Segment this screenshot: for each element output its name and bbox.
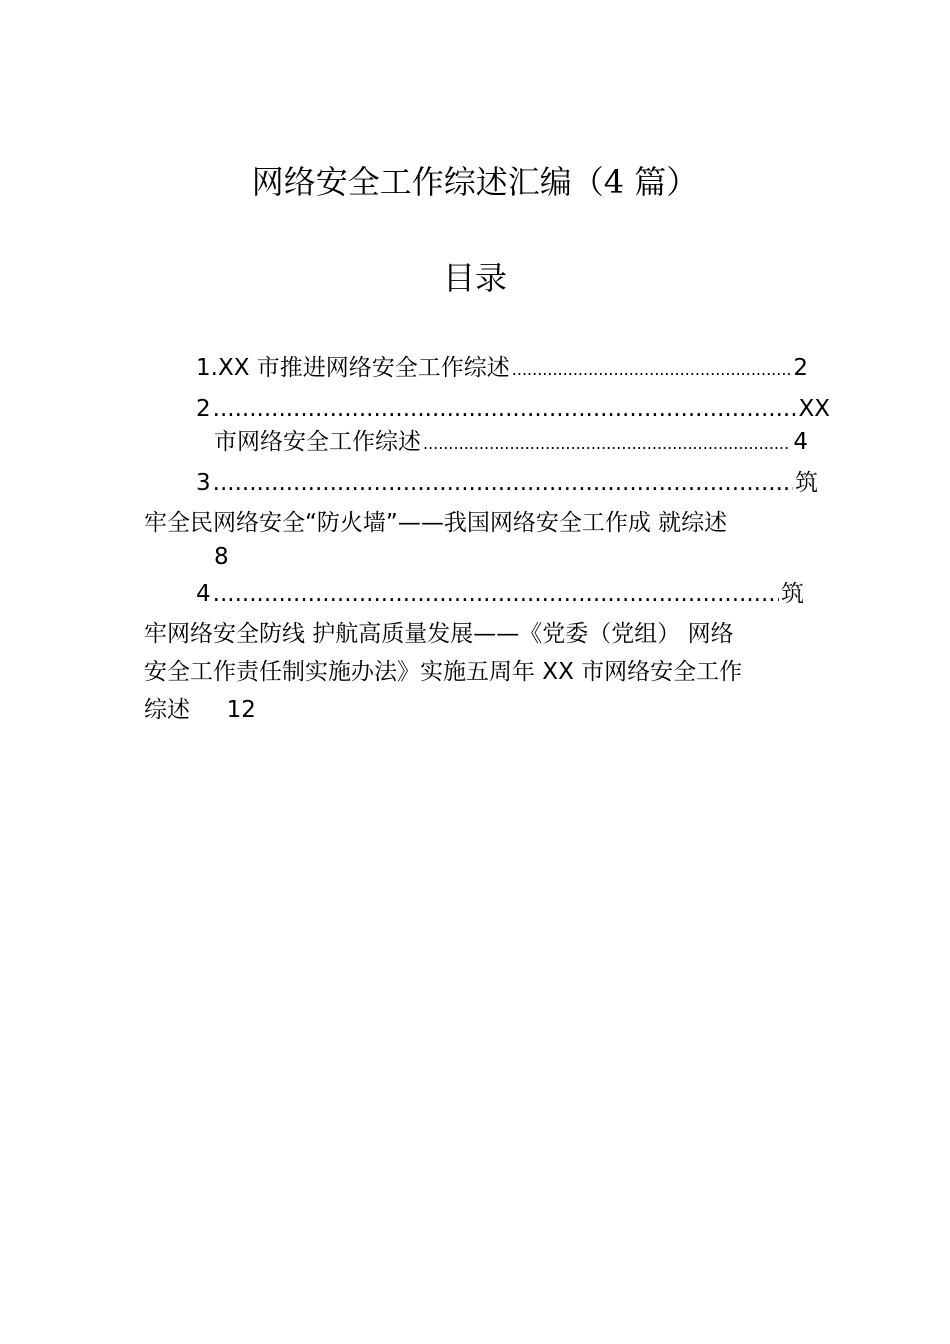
toc-entry-3-title-line2[interactable]: 牢全民网络安全“防火墙”——我国网络安全工作成 就综述 [144,510,728,536]
toc-entry-4[interactable] [196,578,804,610]
toc-entry-1-title: 1.XX 市推进网络安全工作综述 [196,355,510,381]
toc-heading: 目录 [442,259,507,297]
toc-entry-4-title-line2[interactable]: 牢网络安全防线 护航高质量发展——《党委（党组） 网络 [144,621,734,647]
toc-entry-2-title-start: XX [798,396,830,422]
toc-entry-2[interactable] [196,393,830,425]
toc-entry-4-title-line4[interactable] [144,694,256,726]
toc-entry-4-title-start: 筑 [781,581,804,607]
toc-entry-4-number: 4 [196,581,211,607]
toc-entry-3-number: 3 [196,470,211,496]
toc-entry-1-page: 2 [793,355,808,381]
toc-entry-1-leader [512,354,792,386]
toc-entry-4-page: 12 [226,697,256,723]
toc-entry-2-leader [213,393,797,425]
toc-entry-3-title-start: 筑 [795,470,818,496]
toc-entry-4-title-end: 综述 [144,697,190,723]
toc-entry-4-title-line3[interactable]: 安全工作责任制实施办法》实施五周年 XX 市网络安全工作 [144,659,743,685]
toc-entry-2-cont[interactable] [214,426,808,460]
toc-entry-1[interactable] [196,352,808,386]
toc-entry-3[interactable] [196,467,818,499]
toc-entry-2-leader-2 [423,428,791,460]
toc-entry-4-leader [213,578,779,610]
toc-entry-2-title-rest: 市网络安全工作综述 [214,429,421,455]
toc-entry-3-page: 8 [214,544,229,570]
toc-entry-2-number: 2 [196,396,211,422]
toc-entry-2-page: 4 [793,429,808,455]
document-title: 网络安全工作综述汇编（4 篇） [251,163,699,201]
toc-entry-3-leader [213,467,793,499]
